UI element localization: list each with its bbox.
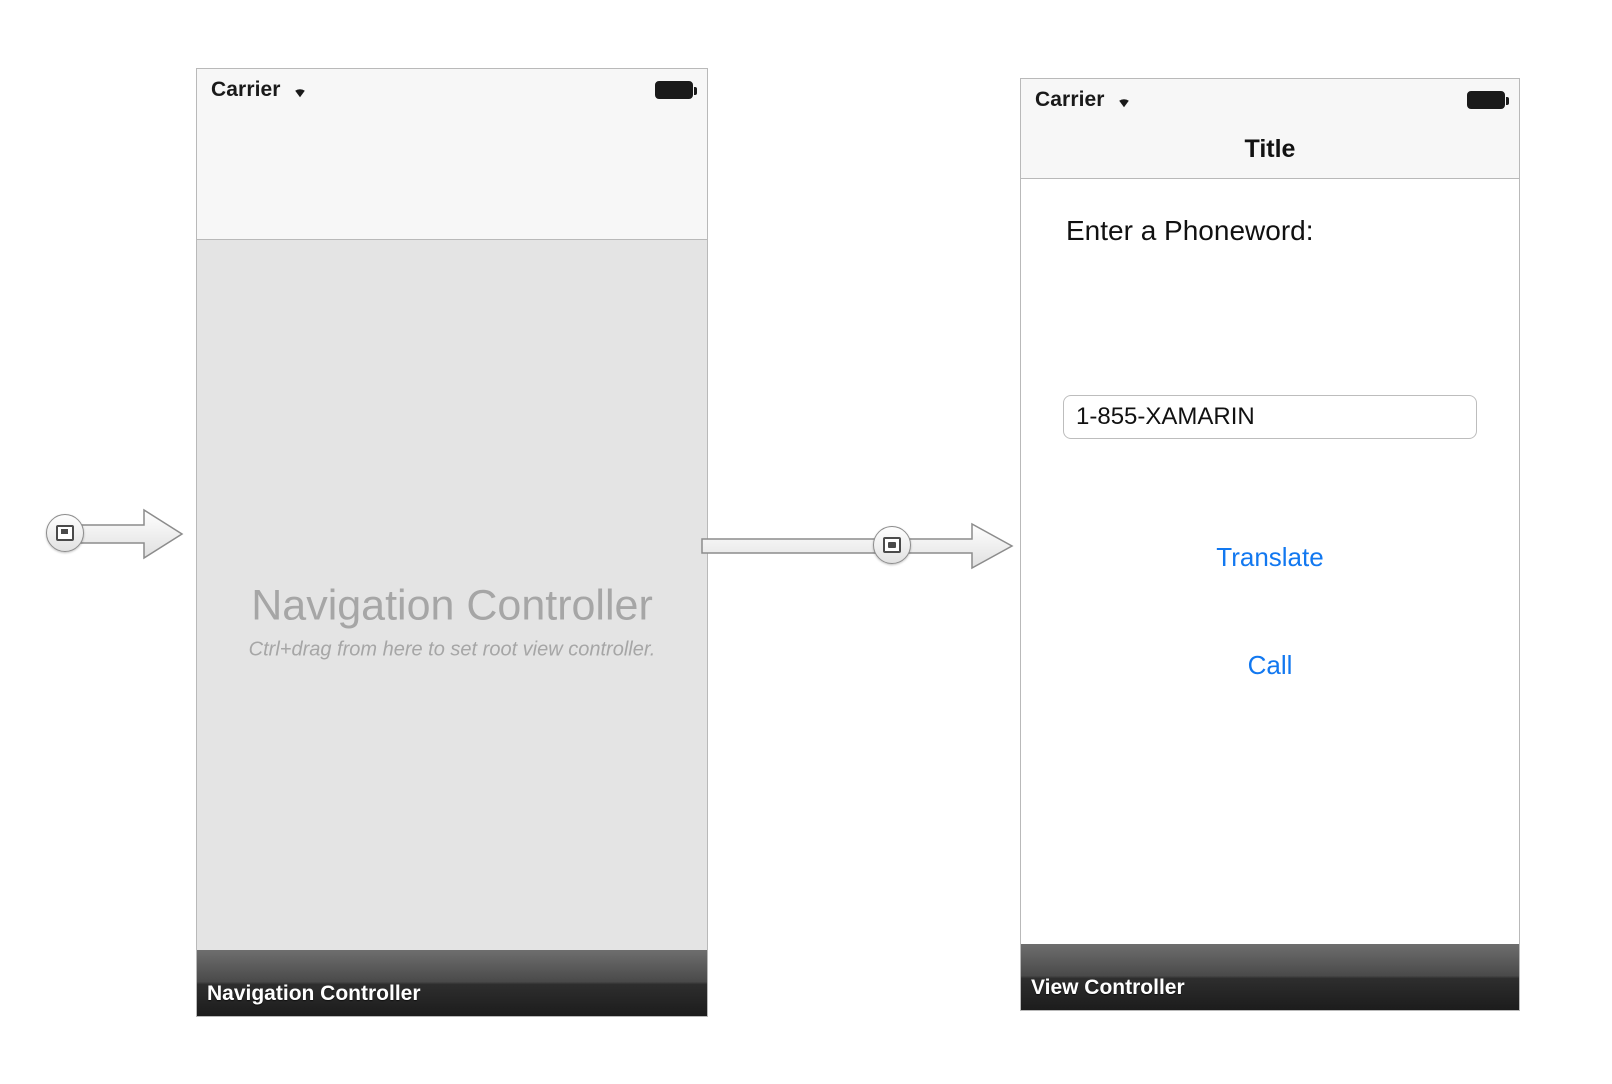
status-bar-navigation [197,69,707,111]
carrier-label: Carrier [1035,88,1105,111]
status-bar-left [211,78,311,102]
segue-relationship-icon[interactable] [873,526,911,564]
scene-navigation-controller[interactable] [196,68,708,1017]
scene-name-bar-view[interactable] [1021,944,1519,1010]
status-bar-left [1035,88,1135,112]
scene-view-controller[interactable] [1020,78,1520,1011]
battery-full-icon [655,81,693,99]
navigation-placeholder [197,581,707,661]
carrier-label: Carrier [211,78,281,101]
wifi-icon [1113,92,1135,108]
scene-name-label: Navigation Controller [207,982,421,1005]
navigation-placeholder-title: Navigation Controller [251,581,653,630]
page-title: Title [1244,135,1296,163]
navigation-controller-body[interactable] [197,240,707,1017]
root-view-controller-segue-arrow[interactable] [700,512,1030,582]
flag-glyph [56,525,74,541]
phoneword-input[interactable] [1063,395,1477,439]
view-controller-body[interactable] [1021,179,1519,1010]
status-bar-view [1021,79,1519,121]
scene-name-label: View Controller [1031,976,1185,999]
scene-name-bar-navigation[interactable] [197,950,707,1016]
wifi-icon [289,82,311,98]
phoneword-prompt-label: Enter a Phoneword: [1066,215,1314,246]
segue-glyph [883,537,901,553]
battery-full-icon [1467,91,1505,109]
translate-button[interactable]: Translate [1021,541,1519,574]
navigation-title-bar[interactable] [1021,121,1519,179]
navigation-bar-area [197,111,707,240]
navigation-placeholder-subtitle: Ctrl+drag from here to set root view controller. [248,638,656,661]
entry-point-flag-icon[interactable] [46,514,84,552]
call-button[interactable]: Call [1021,649,1519,682]
